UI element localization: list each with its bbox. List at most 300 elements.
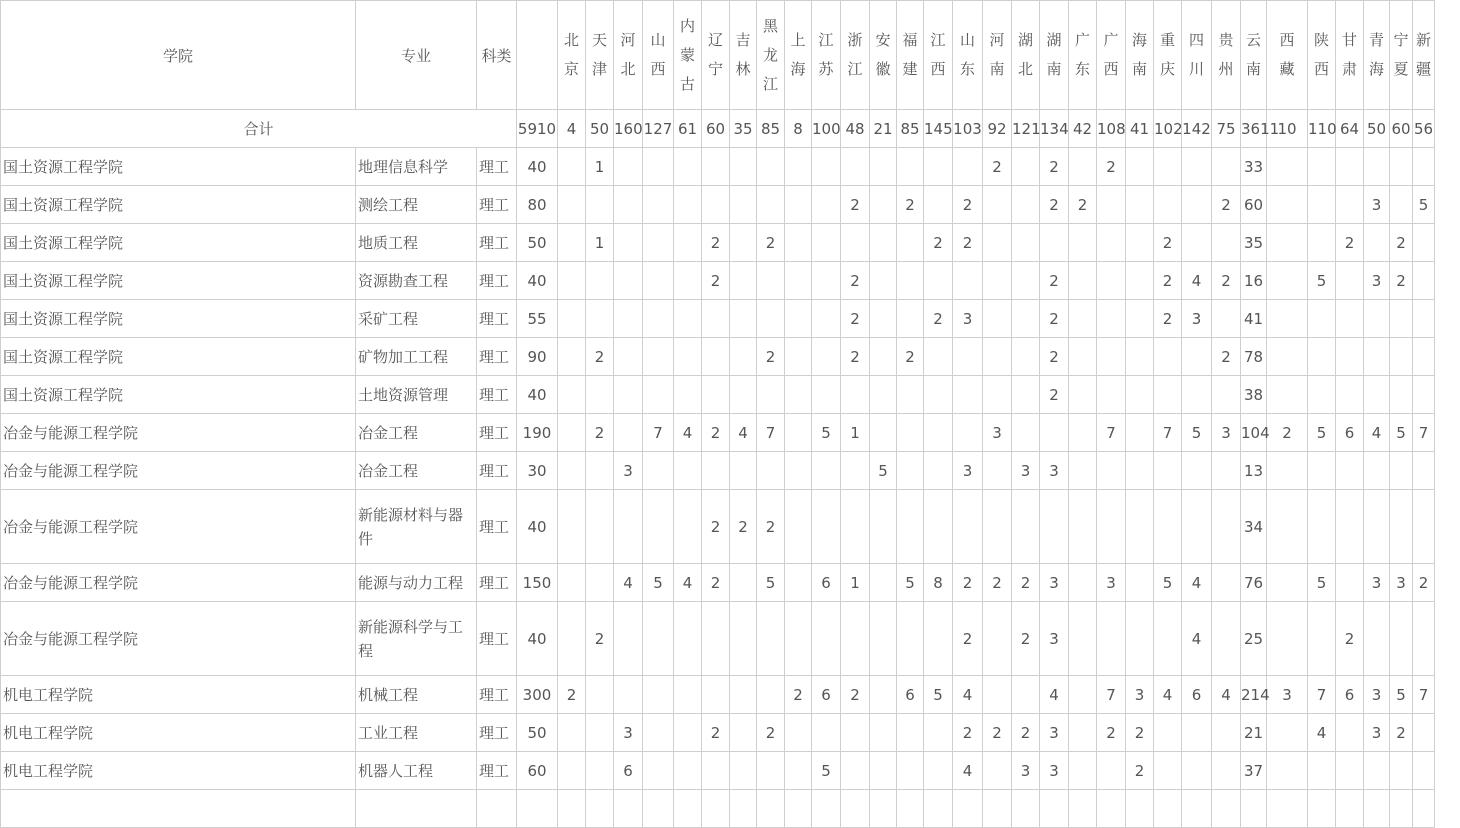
province-value-cell [1069, 376, 1097, 414]
province-value-cell [674, 676, 702, 714]
college-cell: 国土资源工程学院 [1, 338, 356, 376]
province-value-cell: 1 [841, 414, 870, 452]
province-value-cell [586, 714, 614, 752]
province-value-cell [924, 452, 953, 490]
province-value-cell: 5 [1308, 262, 1336, 300]
province-value-cell [586, 752, 614, 790]
province-value-cell: 2 [841, 186, 870, 224]
table-row [1, 564, 1460, 602]
province-value-cell [1390, 452, 1413, 490]
province-value-cell [730, 338, 757, 376]
province-value-cell: 7 [1154, 414, 1182, 452]
province-value-cell [1069, 490, 1097, 564]
province-value-cell: 2 [983, 564, 1012, 602]
province-value-cell: 2 [924, 224, 953, 262]
plan-cell: 40 [517, 602, 558, 676]
total-value-cell: 142 [1182, 110, 1212, 148]
province-value-cell [702, 148, 730, 186]
college-cell: 冶金与能源工程学院 [1, 602, 356, 676]
province-value-cell [558, 338, 586, 376]
total-value-cell: 110 [1308, 110, 1336, 148]
province-value-cell [924, 262, 953, 300]
province-value-cell [1364, 300, 1390, 338]
major-cell: 工业工程 [356, 714, 477, 752]
province-value-cell: 4 [1182, 564, 1212, 602]
college-cell: 冶金与能源工程学院 [1, 452, 356, 490]
province-value-cell [924, 414, 953, 452]
province-value-cell: 5 [897, 564, 924, 602]
province-value-cell: 4 [1182, 262, 1212, 300]
province-value-cell [614, 414, 643, 452]
province-value-cell [841, 490, 870, 564]
plan-cell [517, 790, 558, 828]
province-value-cell [757, 148, 785, 186]
province-value-cell [953, 338, 983, 376]
plan-cell: 190 [517, 414, 558, 452]
major-cell: 冶金工程 [356, 452, 477, 490]
college-cell: 国土资源工程学院 [1, 376, 356, 414]
province-value-cell [870, 338, 897, 376]
province-value-cell [1069, 338, 1097, 376]
province-value-cell: 76 [1241, 564, 1267, 602]
header-province: 云 南 [1241, 1, 1267, 110]
province-value-cell [1336, 714, 1364, 752]
province-value-cell: 60 [1241, 186, 1267, 224]
province-value-cell [730, 752, 757, 790]
province-value-cell [1390, 602, 1413, 676]
province-value-cell [1182, 714, 1212, 752]
plan-cell: 90 [517, 338, 558, 376]
province-value-cell [674, 752, 702, 790]
total-value-cell: 85 [757, 110, 785, 148]
province-value-cell [924, 376, 953, 414]
header-province: 浙 江 [841, 1, 870, 110]
province-value-cell: 2 [1212, 186, 1241, 224]
province-value-cell [1336, 262, 1364, 300]
province-value-cell [1012, 262, 1040, 300]
province-value-cell [1097, 602, 1126, 676]
province-value-cell [983, 338, 1012, 376]
college-cell: 机电工程学院 [1, 676, 356, 714]
table-row [1, 300, 1460, 338]
province-value-cell: 2 [1012, 714, 1040, 752]
province-value-cell: 2 [1040, 148, 1069, 186]
province-value-cell: 2 [586, 602, 614, 676]
province-value-cell [1154, 790, 1182, 828]
province-value-cell [643, 790, 674, 828]
province-value-cell: 4 [1212, 676, 1241, 714]
province-value-cell: 2 [1040, 338, 1069, 376]
province-value-cell: 2 [1413, 564, 1435, 602]
province-value-cell [1267, 452, 1308, 490]
province-value-cell [674, 300, 702, 338]
category-cell: 理工 [477, 452, 517, 490]
province-value-cell: 7 [1413, 676, 1435, 714]
plan-cell: 40 [517, 376, 558, 414]
province-value-cell [983, 676, 1012, 714]
province-value-cell [924, 790, 953, 828]
province-value-cell [614, 338, 643, 376]
province-value-cell: 4 [1308, 714, 1336, 752]
province-value-cell [870, 602, 897, 676]
province-value-cell [674, 490, 702, 564]
college-cell: 冶金与能源工程学院 [1, 490, 356, 564]
province-value-cell [785, 262, 812, 300]
province-value-cell: 6 [1182, 676, 1212, 714]
province-value-cell [1390, 300, 1413, 338]
category-cell [477, 790, 517, 828]
province-value-cell [586, 300, 614, 338]
province-value-cell: 3 [1097, 564, 1126, 602]
province-value-cell [983, 262, 1012, 300]
plan-cell: 40 [517, 490, 558, 564]
province-value-cell [785, 186, 812, 224]
province-value-cell [870, 300, 897, 338]
province-value-cell [870, 490, 897, 564]
province-value-cell [983, 752, 1012, 790]
category-cell: 理工 [477, 148, 517, 186]
province-value-cell [1154, 452, 1182, 490]
province-value-cell [1097, 338, 1126, 376]
province-value-cell [730, 564, 757, 602]
province-value-cell: 7 [757, 414, 785, 452]
table-row [1, 752, 1460, 790]
province-value-cell [924, 186, 953, 224]
total-value-cell: 145 [924, 110, 953, 148]
province-value-cell [1413, 602, 1435, 676]
total-value-cell: 50 [1364, 110, 1390, 148]
province-value-cell [643, 602, 674, 676]
province-value-cell [812, 490, 841, 564]
province-value-cell [924, 338, 953, 376]
province-value-cell: 2 [1212, 338, 1241, 376]
plan-cell: 55 [517, 300, 558, 338]
province-value-cell: 2 [983, 148, 1012, 186]
province-value-cell: 2 [897, 186, 924, 224]
table-row [1, 186, 1460, 224]
province-value-cell [1212, 376, 1241, 414]
header-province: 湖 北 [1012, 1, 1040, 110]
province-value-cell [730, 300, 757, 338]
province-value-cell [1069, 676, 1097, 714]
province-value-cell [870, 148, 897, 186]
province-value-cell [1012, 300, 1040, 338]
header-category: 科类 [477, 1, 517, 110]
header-province: 辽 宁 [702, 1, 730, 110]
province-value-cell [558, 452, 586, 490]
major-cell: 能源与动力工程 [356, 564, 477, 602]
province-value-cell [757, 676, 785, 714]
header-province: 新 疆 [1413, 1, 1435, 110]
province-value-cell [614, 300, 643, 338]
province-value-cell [1308, 452, 1336, 490]
province-value-cell: 2 [953, 224, 983, 262]
province-value-cell [1413, 262, 1435, 300]
province-value-cell [897, 452, 924, 490]
total-value-cell: 60 [702, 110, 730, 148]
province-value-cell: 1 [586, 148, 614, 186]
category-cell: 理工 [477, 752, 517, 790]
province-value-cell: 2 [897, 338, 924, 376]
province-value-cell: 2 [1154, 224, 1182, 262]
province-value-cell [614, 148, 643, 186]
province-value-cell [643, 676, 674, 714]
province-value-cell: 78 [1241, 338, 1267, 376]
province-value-cell [586, 376, 614, 414]
province-value-cell [1364, 148, 1390, 186]
province-value-cell [1154, 376, 1182, 414]
total-value-cell: 108 [1097, 110, 1126, 148]
province-value-cell [702, 602, 730, 676]
province-value-cell [1336, 186, 1364, 224]
province-value-cell [924, 602, 953, 676]
province-value-cell: 25 [1241, 602, 1267, 676]
province-value-cell [785, 714, 812, 752]
province-value-cell [1182, 490, 1212, 564]
province-value-cell [1182, 790, 1212, 828]
province-value-cell [1364, 376, 1390, 414]
category-cell: 理工 [477, 186, 517, 224]
province-value-cell [1267, 714, 1308, 752]
province-value-cell [1126, 452, 1154, 490]
province-value-cell: 3 [953, 300, 983, 338]
province-value-cell [1413, 752, 1435, 790]
province-value-cell [812, 376, 841, 414]
province-value-cell: 2 [1040, 376, 1069, 414]
province-value-cell: 2 [1390, 262, 1413, 300]
header-province: 宁 夏 [1390, 1, 1413, 110]
table-row [1, 262, 1460, 300]
header-province: 山 西 [643, 1, 674, 110]
province-value-cell: 4 [674, 414, 702, 452]
province-value-cell [702, 338, 730, 376]
province-value-cell [841, 224, 870, 262]
header-row [1, 1, 1460, 110]
province-value-cell [1336, 790, 1364, 828]
province-value-cell [897, 224, 924, 262]
province-value-cell: 2 [924, 300, 953, 338]
header-province: 天 津 [586, 1, 614, 110]
province-value-cell: 5 [1308, 564, 1336, 602]
header-province: 甘 肃 [1336, 1, 1364, 110]
college-cell: 冶金与能源工程学院 [1, 564, 356, 602]
province-value-cell [1126, 338, 1154, 376]
province-value-cell [1012, 186, 1040, 224]
province-value-cell [1126, 602, 1154, 676]
province-value-cell [674, 262, 702, 300]
province-value-cell: 2 [841, 676, 870, 714]
province-value-cell: 21 [1241, 714, 1267, 752]
province-value-cell [1069, 300, 1097, 338]
province-value-cell [1097, 752, 1126, 790]
province-value-cell: 6 [812, 564, 841, 602]
province-value-cell [1212, 452, 1241, 490]
province-value-cell: 5 [924, 676, 953, 714]
province-value-cell [1154, 148, 1182, 186]
province-value-cell [1390, 186, 1413, 224]
province-value-cell [1212, 790, 1241, 828]
province-value-cell [1097, 224, 1126, 262]
province-value-cell [897, 414, 924, 452]
province-value-cell: 1 [586, 224, 614, 262]
province-value-cell [1336, 300, 1364, 338]
province-value-cell [841, 376, 870, 414]
province-value-cell [1069, 752, 1097, 790]
province-value-cell: 1 [841, 564, 870, 602]
province-value-cell: 5 [1182, 414, 1212, 452]
category-cell: 理工 [477, 224, 517, 262]
province-value-cell [983, 376, 1012, 414]
province-value-cell [1012, 490, 1040, 564]
province-value-cell [870, 414, 897, 452]
province-value-cell [643, 262, 674, 300]
table-row [1, 376, 1460, 414]
college-cell [1, 790, 356, 828]
plan-cell: 300 [517, 676, 558, 714]
province-value-cell: 2 [730, 490, 757, 564]
table-row [1, 148, 1460, 186]
province-value-cell [643, 224, 674, 262]
province-value-cell [1154, 338, 1182, 376]
province-value-cell [757, 186, 785, 224]
province-value-cell: 2 [1212, 262, 1241, 300]
province-value-cell [674, 224, 702, 262]
college-cell: 国土资源工程学院 [1, 148, 356, 186]
college-cell: 国土资源工程学院 [1, 300, 356, 338]
total-label: 合计 [1, 110, 517, 148]
province-value-cell [586, 676, 614, 714]
province-value-cell [812, 262, 841, 300]
province-value-cell [983, 490, 1012, 564]
province-value-cell [785, 452, 812, 490]
total-value-cell: 121 [1012, 110, 1040, 148]
province-value-cell [812, 186, 841, 224]
province-value-cell [614, 186, 643, 224]
province-value-cell [643, 148, 674, 186]
province-value-cell [1126, 224, 1154, 262]
header-province: 四 川 [1182, 1, 1212, 110]
province-value-cell [1241, 790, 1267, 828]
province-value-cell: 2 [841, 262, 870, 300]
table-row [1, 414, 1460, 452]
province-value-cell [757, 376, 785, 414]
province-value-cell [983, 186, 1012, 224]
total-plan: 5910 [517, 110, 558, 148]
province-value-cell [1212, 300, 1241, 338]
province-value-cell [1012, 224, 1040, 262]
total-value-cell: 64 [1336, 110, 1364, 148]
province-value-cell [983, 790, 1012, 828]
province-value-cell [1308, 790, 1336, 828]
province-value-cell [1364, 338, 1390, 376]
province-value-cell: 5 [1413, 186, 1435, 224]
province-value-cell [558, 752, 586, 790]
header-province: 上 海 [785, 1, 812, 110]
province-value-cell [1212, 148, 1241, 186]
province-value-cell [1182, 186, 1212, 224]
province-value-cell [1182, 452, 1212, 490]
province-value-cell [1097, 186, 1126, 224]
province-value-cell: 3 [1012, 452, 1040, 490]
province-value-cell: 2 [757, 490, 785, 564]
province-value-cell [586, 262, 614, 300]
total-value-cell: 8 [785, 110, 812, 148]
total-value-cell: 56 [1413, 110, 1435, 148]
province-value-cell: 7 [1097, 676, 1126, 714]
category-cell: 理工 [477, 602, 517, 676]
province-value-cell [1308, 376, 1336, 414]
province-value-cell [1097, 262, 1126, 300]
province-value-cell: 2 [702, 414, 730, 452]
total-value-cell: 103 [953, 110, 983, 148]
header-province: 江 苏 [812, 1, 841, 110]
province-value-cell [558, 490, 586, 564]
header-province: 湖 南 [1040, 1, 1069, 110]
province-value-cell [1390, 790, 1413, 828]
province-value-cell: 2 [1097, 148, 1126, 186]
province-value-cell: 3 [1267, 676, 1308, 714]
province-value-cell [1336, 564, 1364, 602]
province-value-cell [897, 602, 924, 676]
province-value-cell [1413, 714, 1435, 752]
province-value-cell: 4 [953, 676, 983, 714]
province-value-cell: 5 [1390, 414, 1413, 452]
table-row [1, 676, 1460, 714]
college-cell: 机电工程学院 [1, 714, 356, 752]
province-value-cell [953, 376, 983, 414]
province-value-cell [702, 790, 730, 828]
total-value-cell: 3611 [1241, 110, 1267, 148]
province-value-cell [924, 148, 953, 186]
province-value-cell [1364, 790, 1390, 828]
province-value-cell: 2 [702, 224, 730, 262]
province-value-cell: 37 [1241, 752, 1267, 790]
major-cell: 土地资源管理 [356, 376, 477, 414]
plan-cell: 30 [517, 452, 558, 490]
major-cell [356, 790, 477, 828]
college-cell: 机电工程学院 [1, 752, 356, 790]
major-cell: 地理信息科学 [356, 148, 477, 186]
province-value-cell [841, 752, 870, 790]
province-value-cell [785, 338, 812, 376]
header-plan [517, 1, 558, 110]
province-value-cell [558, 224, 586, 262]
province-value-cell [1182, 338, 1212, 376]
province-value-cell: 13 [1241, 452, 1267, 490]
province-value-cell [586, 186, 614, 224]
province-value-cell [1308, 752, 1336, 790]
province-value-cell [1267, 564, 1308, 602]
province-value-cell [1040, 414, 1069, 452]
province-value-cell: 2 [1336, 224, 1364, 262]
province-value-cell [1308, 186, 1336, 224]
header-college: 学院 [1, 1, 356, 110]
province-value-cell [702, 676, 730, 714]
province-value-cell: 2 [1012, 602, 1040, 676]
province-value-cell: 6 [1336, 676, 1364, 714]
province-value-cell [785, 300, 812, 338]
category-cell: 理工 [477, 490, 517, 564]
major-cell: 矿物加工工程 [356, 338, 477, 376]
category-cell: 理工 [477, 564, 517, 602]
province-value-cell: 2 [757, 338, 785, 376]
province-value-cell [870, 564, 897, 602]
province-value-cell: 3 [953, 452, 983, 490]
province-value-cell [1012, 790, 1040, 828]
province-value-cell: 7 [1097, 414, 1126, 452]
province-value-cell [1012, 338, 1040, 376]
province-value-cell: 3 [1040, 714, 1069, 752]
